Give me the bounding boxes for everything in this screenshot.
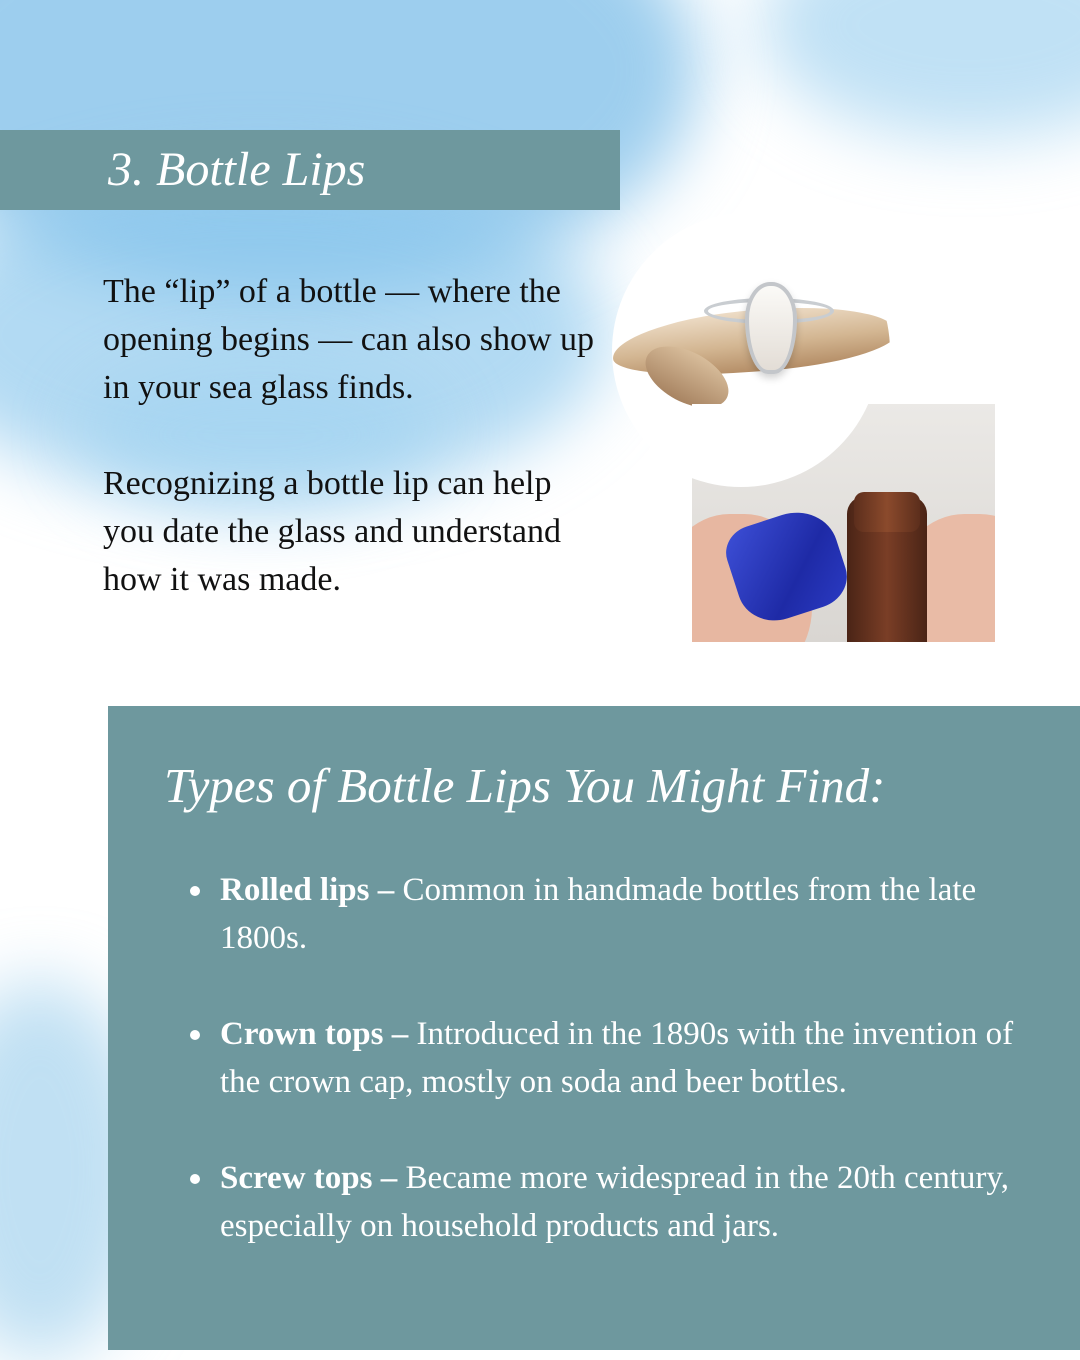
page-title: 3. Bottle Lips (108, 143, 366, 196)
item-name: Rolled lips – (220, 872, 395, 908)
photo-curve-cutout (692, 404, 880, 487)
intro-text (103, 268, 603, 652)
intro-paragraph-1: The “lip” of a bottle — where the opening begins — can also show up in your sea glass finds. (103, 273, 595, 406)
title-banner (0, 130, 620, 210)
item-name: Screw tops – (220, 1160, 398, 1196)
item-description: Became more widespread in the 20th century, especially on household products and jars. (220, 1160, 1010, 1244)
list-item-rolled-lips (220, 866, 1020, 962)
bottle-lip-photo (692, 404, 995, 642)
watercolor-wash-top-right (760, 0, 1080, 140)
item-description: Common in handmade bottles from the late 1800s. (220, 872, 977, 956)
amber-bottle-lip-shape (854, 492, 920, 532)
list-item-screw-tops (220, 1154, 1020, 1250)
item-description: Introduced in the 1890s with the invention of the crown cap, mostly on soda and beer bottles. (220, 1016, 1014, 1100)
item-name: Crown tops – (220, 1016, 409, 1052)
bullet-icon (190, 1174, 200, 1184)
intro-paragraph-2: Recognizing a bottle lip can help you date the glass and understand how it was made. (103, 465, 561, 598)
bullet-icon (190, 886, 200, 896)
types-list (220, 866, 1020, 1298)
sea-glass-stone-shape (745, 282, 797, 374)
list-item-crown-tops (220, 1010, 1020, 1106)
types-panel (108, 706, 1080, 1350)
types-heading: Types of Bottle Lips You Might Find: (164, 758, 886, 813)
bullet-icon (190, 1030, 200, 1040)
